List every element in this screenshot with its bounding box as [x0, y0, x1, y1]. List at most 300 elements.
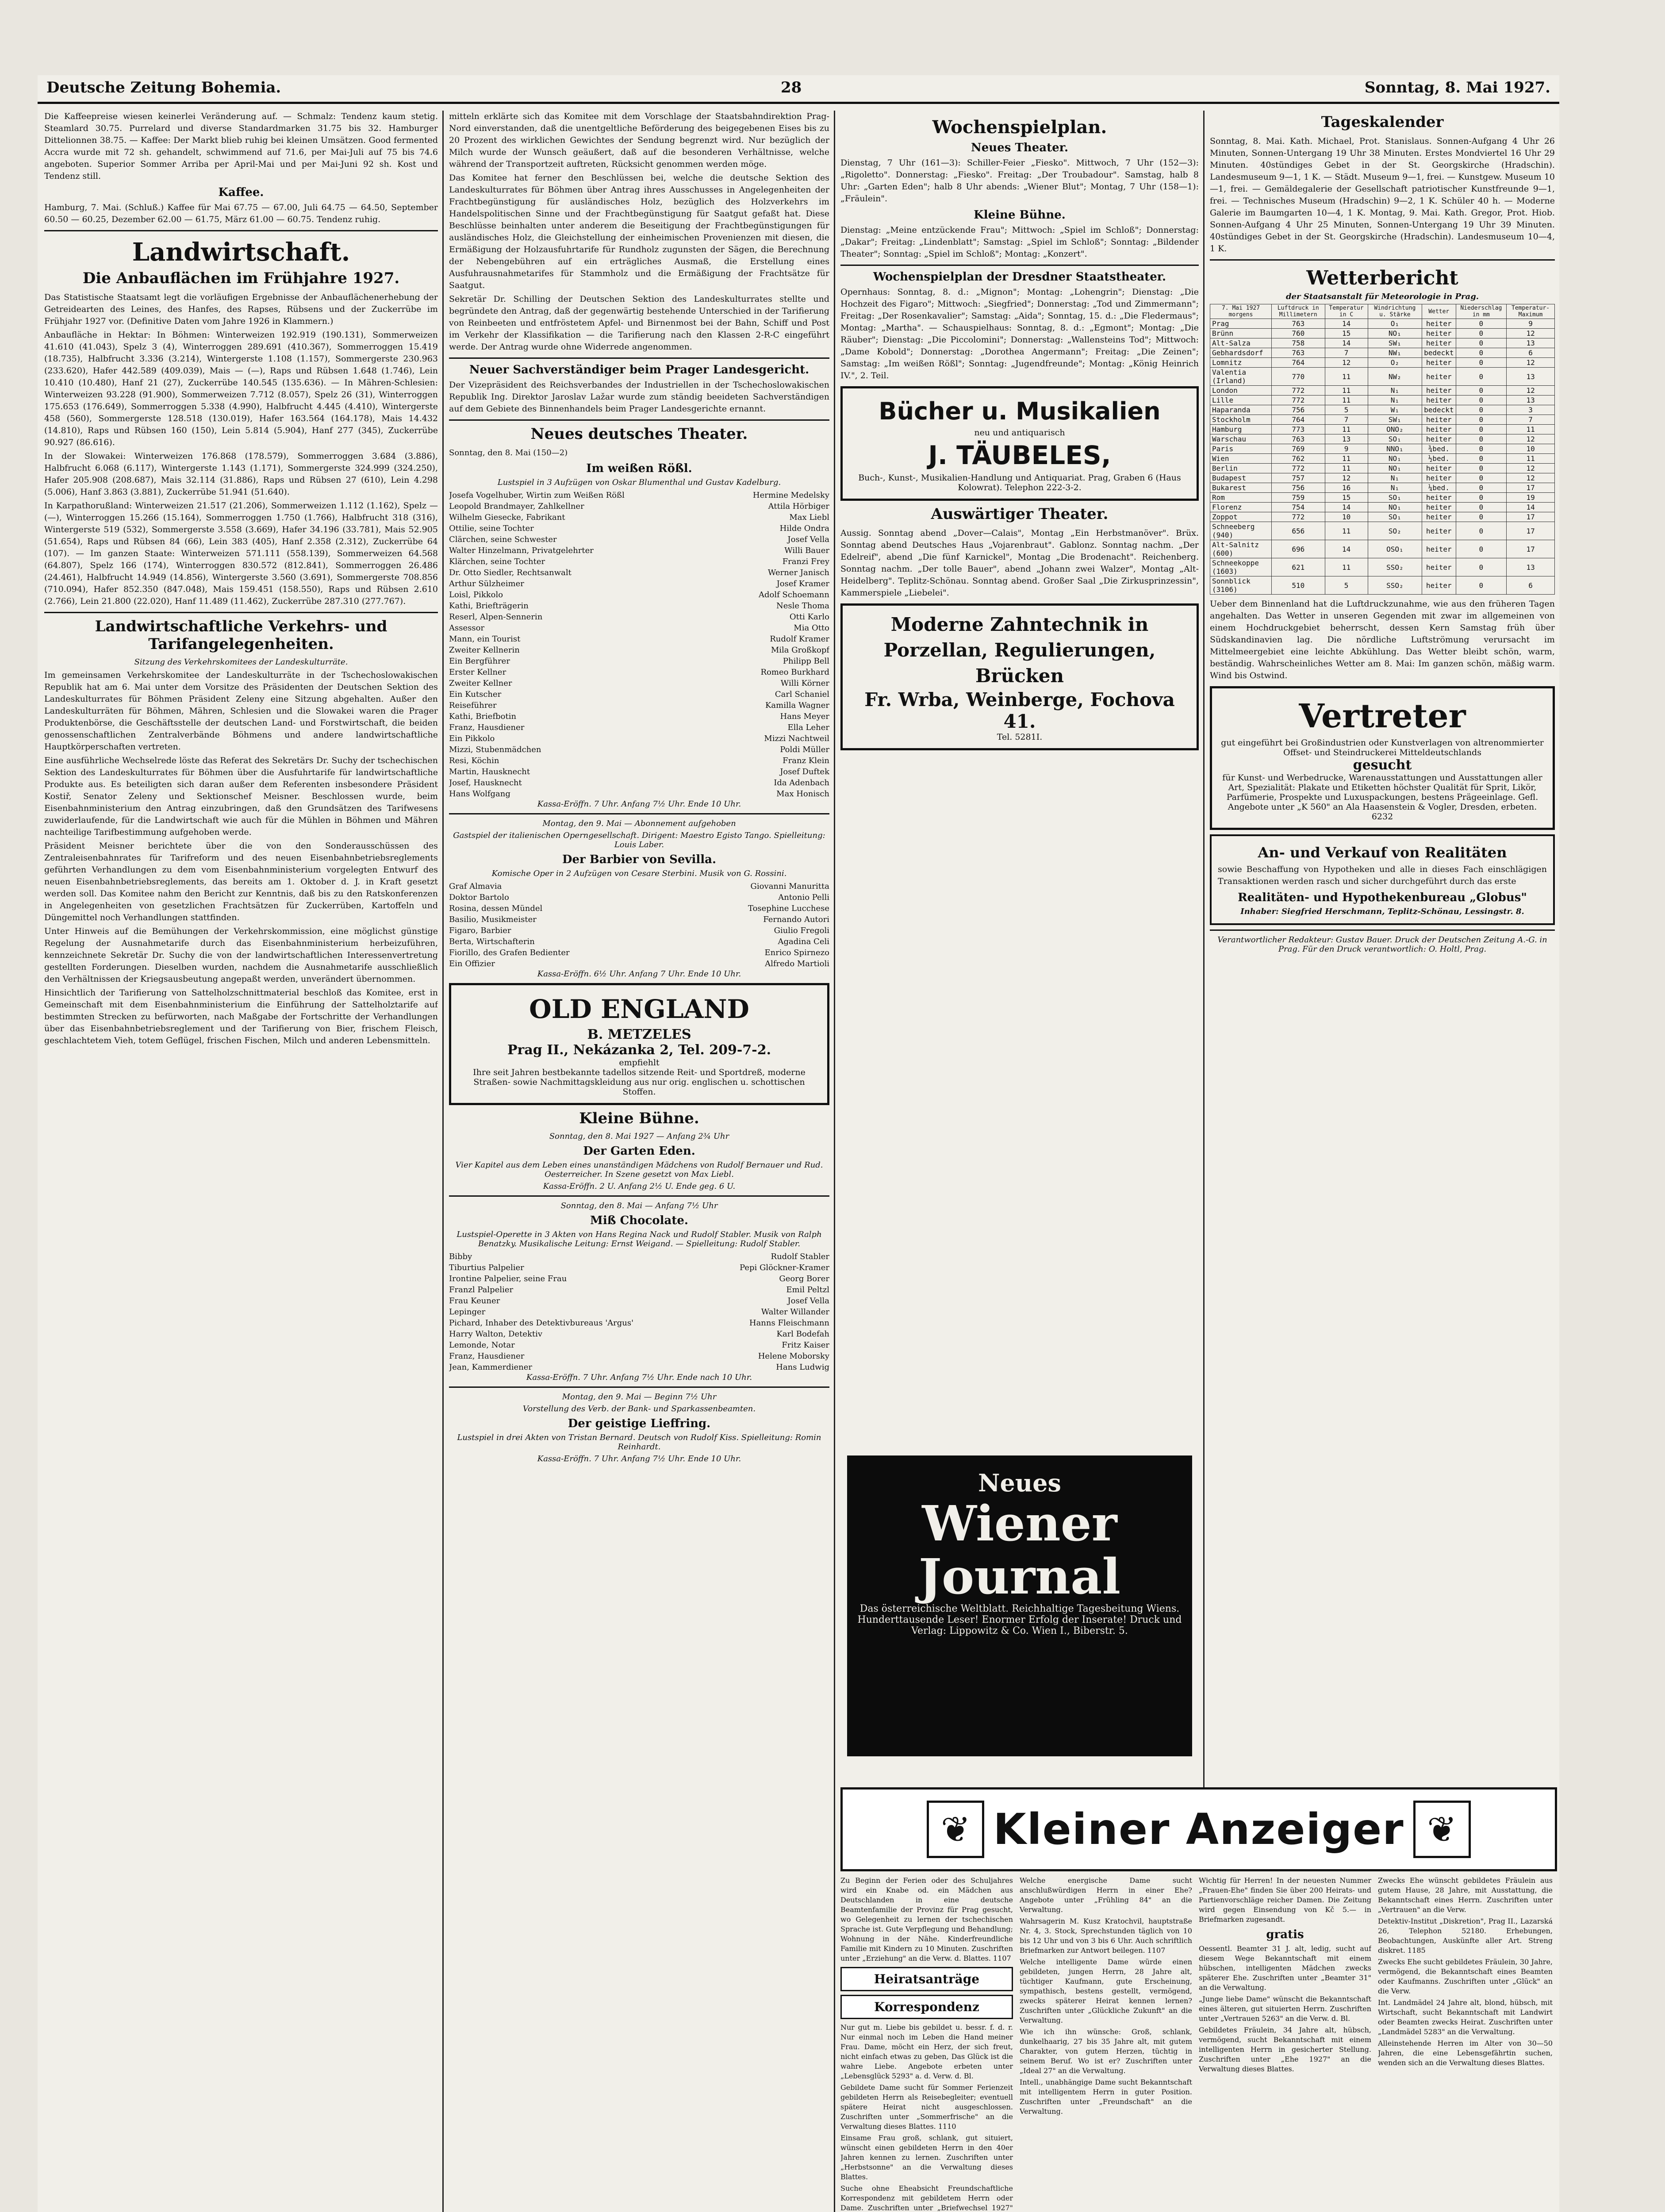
ka-ad: Oessentl. Beamter 31 J. alt, ledig, sucht auf diesem Wege Bekanntschaft mit einem hübschen, intelligenten Mädchen zwecks späterer Ehe. Zuschriften unter „Beamter 31" an die Verwaltung. [1199, 1944, 1371, 1992]
role: Wilhelm Giesecke, Fabrikant [449, 513, 565, 522]
article-subtitle: Sitzung des Verkehrskomitees der Landeskulturräte. [134, 657, 348, 667]
weather-cell: heiter [1422, 434, 1456, 444]
cast-row [449, 490, 829, 501]
weather-cell: 772 [1272, 512, 1325, 522]
actor: Willi Körner [780, 679, 829, 688]
role: Graf Almavia [449, 882, 502, 891]
weather-cell: 14 [1325, 319, 1368, 329]
weather-cell: 0 [1456, 329, 1507, 338]
weather-cell: Paris [1210, 444, 1272, 454]
actor: Mila Großkopf [771, 645, 829, 655]
kb-schedule: Dienstag: „Meine entzückende Frau"; Mittwoch: „Spiel im Schloß"; Donnerstag: „Dakar"; Freitag: „Lindenblatt"; Samstag: „Spiel im Schloß"; Sonntag: „Bildender Theater"; Sonntag: „Spiel im Schloß"; Montag: „Konzert". [840, 225, 1199, 259]
weather-cell: 0 [1456, 522, 1507, 540]
cast-row [449, 925, 829, 936]
wetterbericht-title: Wetterbericht [1306, 267, 1458, 289]
books-sub: neu und antiquarisch [974, 428, 1065, 438]
weather-cell: heiter [1422, 522, 1456, 540]
role: Assessor [449, 623, 485, 633]
play-info: Lustspiel in 3 Aufzügen von Oskar Blumenthal und Gustav Kadelburg. [497, 478, 781, 487]
article-paragraph: Eine ausführliche Wechselrede löste das Referat des Sekretärs Dr. Suchy der tschechischen Sektion des Landeskulturrates für Böhmen über die Ausfuhrtarife für landwirtschaftliche Produkte aus. Es beteiligten sich daran außer dem Referenten insbesondere Präsident Kostiř, Senator Zeleny und Sektionschef Meisner. Beschlossen wurde, beim Eisenbahnministerium den Antrag einzubringen, daß den Grundsätzen des Tarifwesens zuwiderlaufende, für die Landwirtschaft wie auch für die Mühlen in Böhmen und Mähren nachteilige Tarifbestimmung aufgehoben werde. [44, 756, 438, 837]
actor: Agadina Celi [778, 937, 829, 946]
cast-row [449, 656, 829, 667]
column-3 [840, 111, 1199, 1438]
weather-cell: heiter [1422, 358, 1456, 368]
actor: Rudolf Stabler [771, 1252, 829, 1261]
weather-cell: Schneeberg (940) [1210, 522, 1272, 540]
weather-cell: 0 [1456, 396, 1507, 405]
weather-cell: 17 [1507, 483, 1555, 493]
coffee-heading: Kaffee. [218, 186, 264, 199]
weather-cell: 12 [1507, 358, 1555, 368]
role: Irontine Palpelier, seine Frau [449, 1274, 567, 1283]
cast-row [449, 1340, 829, 1351]
play-title: Der Garten Eden. [583, 1144, 695, 1158]
weather-cell: SSO₂ [1368, 558, 1422, 576]
weather-cell: Berlin [1210, 464, 1272, 473]
weather-cell: 0 [1456, 415, 1507, 425]
play-info: Vier Kapitel aus dem Leben eines unanständigen Mädchens von Rudolf Bernauer und Rud. Oesterreicher. In Szene gesetzt von Max Liebl. [455, 1160, 823, 1179]
weather-cell: 0 [1456, 558, 1507, 576]
actor: Werner Janisch [767, 568, 829, 577]
cast-row [449, 1329, 829, 1340]
journal-title: Wiener Journal [918, 1495, 1121, 1605]
weather-cell: Stockholm [1210, 415, 1272, 425]
role: Erster Kellner [449, 668, 506, 677]
weather-cell: 12 [1507, 386, 1555, 396]
actor: Nesle Thoma [776, 601, 829, 611]
column-1 [44, 111, 438, 2212]
play-title: Im weißen Rößl. [586, 462, 692, 475]
divider [449, 813, 829, 814]
journal-neues: Neues [978, 1469, 1061, 1497]
weather-cell: 17 [1507, 540, 1555, 558]
weather-cell: 754 [1272, 503, 1325, 512]
real-firm: Realitäten- und Hypothekenbureau „Globus" [1238, 891, 1527, 904]
weather-cell: 15 [1325, 329, 1368, 338]
cast-row [449, 1284, 829, 1295]
actor: Otti Karlo [789, 612, 829, 622]
actor: Carl Schaniel [775, 690, 829, 699]
col-header: Luftdruck in Millimetern [1272, 304, 1325, 319]
article-paragraph: Hinsichtlich der Tarifierung von Sattelholzschnittmaterial beschloß das Komitee, erst in Gemeinschaft mit dem Eisenbahnministerium die Einführung der Sattelholztarife auf bestimmten Strecken zu befürworten, nach Maßgabe der Fortschritte der Verhandlungen über das Eisenbahnbetriebsreglement und der Tarifierung von Bier, frischem Fleisch, geschlachtetem Vieh, totem Geflügel, frischen Fischen, Milch und anderen Lebensmitteln. [44, 988, 438, 1045]
weather-row [1210, 329, 1555, 338]
article-paragraph: Sekretär Dr. Schilling der Deutschen Sektion des Landeskulturrates stellte und begründete den Antrag, daß der gegenwärtig bestehende Unterschied in der Tarifierung von Reinbeeten und entfröstetem Apfel- und Birnenmost bei der Bahn, Schiff und Post im Verkehr der Klassifikation — die Tarifierung nach den Klassen 2-R-C eingeführt werde. Der Antrag wurde ohne Widerrede angenommen. [449, 294, 829, 352]
role: Doktor Bartolo [449, 893, 509, 902]
role: Mann, ein Tourist [449, 634, 521, 644]
role: Figaro, Barbier [449, 926, 511, 935]
actor: Romeo Burkhard [760, 668, 829, 677]
role: Resi, Köchin [449, 756, 499, 765]
kleine-buehne-title: Kleine Bühne. [579, 1110, 699, 1127]
actor: Tosephine Lucchese [748, 904, 829, 913]
actor: Poldi Müller [780, 745, 829, 754]
role: Fiorillo, des Grafen Bedienter [449, 948, 570, 957]
weather-cell: N₁ [1368, 396, 1422, 405]
cast-row [449, 556, 829, 567]
col-header: Windrichtung u. Stärke [1368, 304, 1422, 319]
weather-cell: 756 [1272, 405, 1325, 415]
weather-row [1210, 405, 1555, 415]
actor: Attila Hörbiger [768, 502, 829, 511]
divider [44, 230, 438, 231]
weather-cell: Haparanda [1210, 405, 1272, 415]
cast-row [449, 958, 829, 969]
dresden-schedule: Opernhaus: Sonntag, 8. d.: „Mignon"; Montag: „Lohengrin"; Dienstag: „Die Hochzeit des Figaro"; Mittwoch: „Siegfried"; Donnerstag: „Tod und Zimmermann"; Freitag: „Der Rosenkavalier"; Samstag: „Aida"; Sonntag, 15. d.: „Die Fledermaus"; Montag: „Martha". — Schauspielhaus: Sonntag, 8. d.: „Egmont"; Montag: „Die Räuber"; Dienstag: „Die Piccolomini"; Donnerstag: „Wallensteins Tod"; Mittwoch: „Dame Kobold"; Donnerstag: „Dorothea Angermann"; Freitag: „Die Zeinen"; Samstag: „Im weißen Rößl"; Sonntag: „Jugendfreunde"; Montag: „König Heinrich IV.", 2. Teil. [840, 287, 1199, 380]
role: Jean, Kammerdiener [449, 1363, 532, 1372]
weather-cell: 764 [1272, 358, 1325, 368]
wetterbericht-subtitle: der Staatsanstalt für Meteorologie in Prag. [1285, 292, 1479, 301]
cast-row [449, 733, 829, 744]
newspaper-page [38, 75, 1559, 2212]
weather-cell: Alt-Salnitz (600) [1210, 540, 1272, 558]
role: Clärchen, seine Schwester [449, 535, 557, 544]
vertreter-text: gut eingeführt bei Großindustrien oder Kunstverlagen von altrenommierter Offset- und Steindruckerei Mitteldeutschlands [1221, 738, 1544, 757]
actor: Ella Leher [787, 723, 829, 732]
weather-cell: Florenz [1210, 503, 1272, 512]
cast-row [449, 645, 829, 656]
weather-cell: 9 [1325, 444, 1368, 454]
weather-cell: 763 [1272, 434, 1325, 444]
weather-cell: O₂ [1368, 358, 1422, 368]
hamburg-text: Hamburg, 7. Mai. (Schluß.) Kaffee für Mai 67.75 — 67.00, Juli 64.75 — 64.50, September 60.50 — 60.25, Dezember 62.00 — 61.75, März 61.00 — 60.75. Tendenz ruhig. [44, 203, 438, 224]
weather-cell: heiter [1422, 386, 1456, 396]
actor: Mia Otto [794, 623, 829, 633]
weather-text: Ueber dem Binnenland hat die Luftdruckzunahme, wie aus den früheren Tagen angehalten. Das Wetter in unseren Gegenden mit zwar im allgemeinen von einem Hochdruckgebiet beherrscht, dessen Kern Samstag früh über Südskandinavien lag. Die nördliche Luftströmung verursacht im Mittelmeergebiet eine leichte Abkühlung. Das Wetter bleibt schön, warm, beständig. Wahrscheinliches Wetter am 8. Mai: Im ganzen schön, mäßig warm. Wind bis Ostwind. [1210, 599, 1555, 680]
weather-cell: 13 [1507, 396, 1555, 405]
kb-date: Montag, den 9. Mai — Beginn 7½ Uhr [562, 1392, 717, 1402]
weather-cell: 19 [1507, 493, 1555, 503]
ka-ad: Suche ohne Eheabsicht Freundschaftliche Korrespondenz mit gebildetem Herrn oder Dame. Zuschriften unter „Briefwechsel 1927" [840, 2184, 1013, 2212]
weather-cell: 5 [1325, 576, 1368, 595]
weather-cell: heiter [1422, 512, 1456, 522]
weather-cell: 11 [1325, 464, 1368, 473]
ka-heading-korrespondenz: Korrespondenz [840, 1995, 1013, 2019]
role: Kathi, Briefträgerin [449, 601, 529, 611]
article-paragraph: Das Komitee hat ferner den Beschlüssen bei, welche die deutsche Sektion des Landeskulturrates für Böhmen über Antrag ihres Ausschusses in Angelegenheiten der Frachtbegünstigung für ausländisches Holz, bezüglich des Holzverkehrs im Handelspolitischen Sinne und der Frachtbegünstigung für Saatgut gefaßt hat. Diese Beschlüsse beinhalten unter anderem die Beseitigung der Frachtbegünstigungen für ausländisches Holz, die Gleichstellung der einheimischen Provenienzen mit diesen, die Ermäßigung der Holzausfuhrtarife für Rundholz zugunsten der Sägen, die Berechnung der Nebengebühren auf ein erträgliches Ausmaß, die Erstellung eines Ausfuhrausnahmetarifes für Stammholz und die Ermäßigung der Frachtsätze für Saatgut. [449, 173, 829, 290]
books-address: Buch-, Kunst-, Musikalien-Handlung und Antiquariat. Prag, Graben 6 (Haus Kolowrat). Telephon 222-3-2. [858, 473, 1181, 492]
weather-cell: SO₁ [1368, 512, 1422, 522]
weather-cell: 7 [1325, 348, 1368, 358]
cast-row [449, 534, 829, 545]
actor: Fritz Kaiser [782, 1340, 829, 1350]
weather-cell: heiter [1422, 338, 1456, 348]
cast-row [449, 1295, 829, 1306]
divider [1210, 929, 1555, 931]
weather-cell: heiter [1422, 473, 1456, 483]
weather-cell: 17 [1507, 512, 1555, 522]
column-rule [1203, 111, 1205, 1809]
actor: Hans Meyer [780, 712, 829, 721]
divider [449, 1195, 829, 1197]
cast-row [449, 1317, 829, 1329]
weather-cell: Budapest [1210, 473, 1272, 483]
cast-list [449, 490, 829, 799]
actor: Hermine Medelsky [752, 491, 829, 500]
weather-cell: 760 [1272, 329, 1325, 338]
actor: Antonio Pelli [778, 893, 829, 902]
weather-cell: ½bed. [1422, 454, 1456, 464]
weather-cell: heiter [1422, 329, 1456, 338]
weather-cell: SO₂ [1368, 522, 1422, 540]
weather-cell: Alt-Salza [1210, 338, 1272, 348]
weather-cell: SSO₂ [1368, 576, 1422, 595]
weather-cell: 759 [1272, 493, 1325, 503]
page-number: 28 [781, 79, 802, 96]
role: Ottilie, seine Tochter [449, 524, 534, 533]
weather-cell: OSO₁ [1368, 540, 1422, 558]
cast-row [449, 589, 829, 600]
page-header [38, 75, 1559, 104]
actor: Josef Vella [787, 1296, 829, 1306]
weather-cell: N₁ [1368, 483, 1422, 493]
weather-row [1210, 558, 1555, 576]
weather-row [1210, 425, 1555, 434]
dresden-heading: Wochenspielplan der Dresdner Staatstheater. [873, 270, 1166, 284]
role: Kathi, Briefbotin [449, 712, 517, 721]
article-paragraph: Das Statistische Staatsamt legt die vorläufigen Ergebnisse der Anbauflächenerhebung der Getreidearten des Leines, des Hanfes, des Rapses, Rübsens und der Zuckerrübe im Frühjahr 1927 vor. (Definitive Daten vom Jahre 1926 in Klammern.) [44, 292, 438, 326]
weather-cell: heiter [1422, 576, 1456, 595]
divider [449, 357, 829, 359]
column-rule [442, 111, 444, 2212]
weather-cell: heiter [1422, 558, 1456, 576]
monday-info: Gastspiel der italienischen Operngesellschaft. Dirigent: Maestro Egisto Tango. Spielleitung: Louis Laber. [453, 831, 825, 849]
cast-row [449, 501, 829, 512]
ka-ad: Welche energische Dame sucht anschlußwürdigen Herrn in einer Ehe? Angebote unter „Frühling 84" an die Verwaltung. [1020, 1876, 1192, 1914]
cast-row [449, 578, 829, 589]
cast-row [449, 622, 829, 634]
weather-cell: 0 [1456, 503, 1507, 512]
article-paragraph: mitteln erklärte sich das Komitee mit dem Vorschlage der Staatsbahndirektion Prag-Nord einverstanden, daß die unentgeltliche Beförderung des beigegebenen Eises bis zu 20 Prozent des wirklichen Gewichtes der Sendung begrenzt wird. Nur bezüglich der Milch wurde der Wunsch geäußert, daß auf die besonderen Verhältnisse, welche während der Transportzeit auftreten, Rücksicht genommen werden möge. [449, 111, 829, 169]
weather-row [1210, 576, 1555, 595]
kb-note: Vorstellung des Verb. der Bank- und Sparkassenbeamten. [522, 1404, 756, 1413]
weather-cell: SW₁ [1368, 415, 1422, 425]
weather-cell: 510 [1272, 576, 1325, 595]
cast-row [449, 567, 829, 578]
weather-cell: 0 [1456, 358, 1507, 368]
article-title-anbauflaechen: Die Anbauflächen im Frühjahre 1927. [82, 269, 400, 287]
cast-row [449, 914, 829, 925]
cast-row [449, 1351, 829, 1362]
weather-cell: Sonnblick (3106) [1210, 576, 1272, 595]
weather-cell: Lille [1210, 396, 1272, 405]
kb-heading: Kleine Bühne. [974, 208, 1066, 222]
cast-row [449, 634, 829, 645]
cast-row [449, 788, 829, 799]
weather-body [1210, 319, 1555, 522]
role: Ein Bergführer [449, 657, 510, 666]
old-england-ad [449, 983, 829, 1105]
ad-address: Prag II., Nekázanka 2, Tel. 209-7-2. [507, 1042, 771, 1058]
role: Basilio, Musikmeister [449, 915, 537, 924]
weather-cell: 9 [1507, 319, 1555, 329]
weather-cell: 11 [1507, 425, 1555, 434]
ka-ad: Detektiv-Institut „Diskretion", Prag II., Lazarská 26, Telephon 52180. Erhebungen, Beobachtungen, Auskünfte aller Art. Streng diskret. 1185 [1378, 1917, 1553, 1955]
actor: Hans Ludwig [776, 1363, 829, 1372]
weather-cell: 6 [1507, 576, 1555, 595]
weather-cell: 14 [1325, 338, 1368, 348]
weather-table [1210, 304, 1555, 595]
dentist-phone: Tel. 5281I. [997, 732, 1043, 742]
cast-row [449, 1273, 829, 1284]
weather-cell: 11 [1325, 396, 1368, 405]
weather-row [1210, 358, 1555, 368]
weather-cell: Valentia (Irland) [1210, 368, 1272, 386]
theatre-date: Sonntag, den 8. Mai (150—2) [449, 448, 568, 457]
weather-cell: 14 [1325, 540, 1368, 558]
article-paragraph: Präsident Meisner berichtete über die von den Sonderausschüssen des Zentraleisenbahnrates für Tarifreform und des neuen Eisenbahnbetriebsreglements geführten Verhandlungen zu dem vom Eisenbahnministerium vorgelegten Entwurf des neuen Eisenbahnbetriebsreglements, das bereits am 1. Oktober d. J. in Kraft gesetzt werden soll. Das Komitee nahm den Bericht zur Kenntnis, daß bis zu den Ratskonferenzen in Angelegenheiten von gesetzlichen Frachtsätzen für Zuckerrüben, Kartoffeln und Düngemittel noch Verhandlungen stattfinden. [44, 841, 438, 922]
real-text: sowie Beschaffung von Hypotheken und alle in dieses Fach einschlägigen Transaktionen werden rasch und sicher durchgeführt durch das erste [1218, 864, 1547, 886]
weather-cell: heiter [1422, 503, 1456, 512]
weather-cell: heiter [1422, 415, 1456, 425]
nt-heading: Neues Theater. [971, 141, 1068, 154]
actor: Max Liebl [789, 513, 829, 522]
wochenspielplan-title: Wochenspielplan. [932, 117, 1107, 138]
weather-cell: 772 [1272, 396, 1325, 405]
weather-cell: 763 [1272, 319, 1325, 329]
ka-ad: Welche intelligente Dame würde einen gebildeten, jungen Herrn, 28 Jahre alt, tüchtiger Kaufmann, gute Erscheinung, sympathisch, bestens gestellt, vermögend, zwecks späterer Heirat kennen lernen? Zuschriften unter „Glückliche Zukunft" an die Verwaltung. [1020, 1958, 1192, 2024]
weather-row [1210, 368, 1555, 386]
weather-cell: 15 [1325, 493, 1368, 503]
weather-cell: 12 [1507, 434, 1555, 444]
notice-title: Neuer Sachverständiger beim Prager Landesgericht. [469, 363, 809, 376]
column-4 [1210, 111, 1555, 1774]
weather-cell: Hamburg [1210, 425, 1272, 434]
issue-date: Sonntag, 8. Mai 1927. [1364, 79, 1550, 96]
weather-cell: 12 [1507, 473, 1555, 483]
play-info: Lustspiel-Operette in 3 Akten von Hans Regina Nack und Rudolf Stabler. Musik von Ralph Benatzky. Musikalische Leitung: Ernst Weigand. — Spielleitung: Rudolf Stabler. [457, 1230, 822, 1248]
actor: Karl Bodefah [776, 1329, 829, 1339]
weather-cell: 0 [1456, 319, 1507, 329]
ka-ad: Wahrsagerin M. Kusz Kratochvil, hauptstraße Nr. 4, 3. Stock, Sprechstunden täglich von 10 bis 12 Uhr und von 3 bis 6 Uhr. Auch schriftlich Briefmarken zur Antwort beilegen. 1107 [1020, 1917, 1192, 1955]
weather-cell: 757 [1272, 473, 1325, 483]
auswaertig-title: Auswärtiger Theater. [931, 505, 1109, 523]
ka-ad: Wichtig für Herren! In der neuesten Nummer „Frauen-Ehe" finden Sie über 200 Heirats- und Partienvorschläge reicher Damen. Die Zeitung wird gegen Einsendung von Kč 5.— in Briefmarken zugesandt. [1199, 1876, 1371, 1924]
weather-cell: 0 [1456, 338, 1507, 348]
weather-row [1210, 386, 1555, 396]
actor: Hanns Fleischmann [749, 1318, 829, 1328]
cast-row [449, 722, 829, 733]
weather-cell: heiter [1422, 319, 1456, 329]
ka-gratis: gratis [1266, 1928, 1304, 1941]
col-header: Temperatur in C [1325, 304, 1368, 319]
weather-cell: 0 [1456, 348, 1507, 358]
actor: Walter Willander [761, 1307, 829, 1317]
section-title-landwirtschaft: Landwirtschaft. [132, 238, 350, 267]
ka-ad: Zu Beginn der Ferien oder des Schuljahres wird ein Knabe od. ein Mädchen aus Deutschlanden in eine deutsche Beamtenfamilie der Provinz für Prag gesucht, wo Gelegenheit zu lernen der tschechischen Sprache ist. Gute Verpflegung und Behandlung; Wohnung in der Nähe. Kinderfreundliche Familie mit Kindern zu 10 Minuten. Zuschriften unter „Erziehung" an die Verw. d. Blattes. 1107 [840, 1876, 1013, 1962]
weather-cell: 7 [1325, 415, 1368, 425]
weather-cell: N₁ [1368, 386, 1422, 396]
weather-cell: 0 [1456, 576, 1507, 595]
role: Frau Keuner [449, 1296, 500, 1306]
col-header: Temperatur-Maximum [1507, 304, 1555, 319]
play-times: Kassa-Eröffn. 7 Uhr. Anfang 7½ Uhr. Ende nach 10 Uhr. [526, 1373, 752, 1382]
weather-cell: Lomnitz [1210, 358, 1272, 368]
weather-cell: bedeckt [1422, 348, 1456, 358]
role: Pichard, Inhaber des Detektivbureaus 'Argus' [449, 1318, 634, 1328]
role: Bibby [449, 1252, 472, 1261]
weather-cell: 13 [1507, 338, 1555, 348]
play-times: Kassa-Eröffn. 2 U. Anfang 2½ U. Ende geg. 6 U. [543, 1182, 736, 1191]
column-rule [834, 111, 835, 2212]
actor: Max Honisch [776, 789, 829, 799]
article-paragraph: In Karpathorußland: Winterweizen 21.517 (21.206), Sommerweizen 1.112 (1.162), Spelz — (—), Winterroggen 15.266 (15.164), Sommerroggen 1.750 (1.766), Halbfrucht 318 (316), Wintergerste 519 (532), Sommergerste 3.558 (3.669), Hafer 34.196 (33.781), Mais 52.905 (51.654), Raps und Rübsen 84 (66), Lein 383 (405), Hanf 2.358 (2.312), Zuckerrübe 64 (107). — Im ganzen Staate: Winterweizen 571.111 (558.139), Sommerweizen 64.568 (64.807), Spelz 166 (174), Winterroggen 830.572 (812.841), Sommerroggen 26.486 (24.461), Halbfrucht 14.949 (14.856), Wintergerste 3.560 (3.691), Sommergerste 708.856 (710.094), Hafer 852.350 (847.048), Mais 159.451 (158.550), Raps und Rübsen 2.610 (2.766), Lein 21.800 (22.020), Hanf 11.489 (11.462), Zuckerrübe 287.310 (277.767). [44, 501, 438, 606]
cast-row [449, 667, 829, 678]
weather-cell: London [1210, 386, 1272, 396]
imprint: Verantwortlicher Redakteur: Gustav Bauer. Druck der Deutschen Zeitung A.-G. in Prag. Für den Druck verantwortlich: O. Holtl, Prag. [1217, 935, 1547, 954]
masthead: Deutsche Zeitung Bohemia. [46, 79, 281, 96]
journal-text: Das österreichische Weltblatt. Reichhaltige Tagesbeitung Wiens. Hunderttausende Leser! Enormer Erfolg der Inserate! Druck und Verlag: Lippowitz & Co. Wien I., Biberstr. 5. [857, 1603, 1182, 1636]
ka-ad: Int. Landmädel 24 Jahre alt, blond, hübsch, mit Wirtschaft, sucht Bekanntschaft mit Landwirt oder Beamten zwecks Heirat. Zuschriften unter „Landmädel 5283" an die Verwaltung. [1378, 1998, 1553, 2036]
weather-cell: 14 [1507, 503, 1555, 512]
role: Berta, Wirtschafterin [449, 937, 535, 946]
ka-ad: Nur gut m. Liebe bis gebildet u. bessr. f. d. r. Nur einmal noch im Leben die Hand meiner Frau. Dame, möcht ein Herz, der sich freut, nicht einfach etwas zu geben, Das Glück ist die wahre Liebe. Angebote erbeten unter „Lebensglück 5293" a. d. Verw. d. Bl. [840, 2023, 1013, 2080]
actor: Georg Borer [779, 1274, 829, 1283]
role: Rosina, dessen Mündel [449, 904, 543, 913]
weather-cell: 12 [1507, 464, 1555, 473]
weather-cell: heiter [1422, 464, 1456, 473]
play-title: Der geistige Lieffring. [568, 1417, 711, 1430]
weather-cell: 656 [1272, 522, 1325, 540]
weather-cell: SO₁ [1368, 434, 1422, 444]
actor: Mizzi Nachtweil [764, 734, 829, 743]
play-info: Lustspiel in drei Akten von Tristan Bernard. Deutsch von Rudolf Kiss. Spielleitung: Romin Reinhardt. [457, 1433, 821, 1452]
vertreter-title: Vertreter [1299, 697, 1466, 735]
cast-row [449, 700, 829, 711]
weather-cell: 769 [1272, 444, 1325, 454]
weather-cell: 756 [1272, 483, 1325, 493]
weather-cell: N₁ [1368, 473, 1422, 483]
play-title: Der Barbier von Sevilla. [562, 853, 717, 866]
weather-row [1210, 473, 1555, 483]
tageskalender-title: Tageskalender [1321, 113, 1444, 131]
cast-row [449, 892, 829, 903]
weather-cell: 0 [1456, 483, 1507, 493]
divider [449, 1386, 829, 1388]
play-info: Komische Oper in 2 Aufzügen von Cesare Sterbini. Musik von G. Rossini. [491, 869, 787, 878]
role: Arthur Sülzheimer [449, 579, 524, 588]
weather-cell: 6 [1507, 348, 1555, 358]
cast-row [449, 611, 829, 622]
play-title: Miß Chocolate. [590, 1214, 688, 1227]
actor: Helene Moborsky [758, 1352, 829, 1361]
real-title: An- und Verkauf von Realitäten [1258, 844, 1507, 861]
weather-cell: 11 [1325, 454, 1368, 464]
kb-date: Sonntag, den 8. Mai — Anfang 7½ Uhr [560, 1201, 718, 1210]
ornament-icon: ❦ [1413, 1801, 1471, 1858]
weather-cell: NW₂ [1368, 368, 1422, 386]
weather-cell: NO₁ [1368, 464, 1422, 473]
weather-row [1210, 493, 1555, 503]
role: Mizzi, Stubenmädchen [449, 745, 541, 754]
theatre-title: Neues deutsches Theater. [530, 425, 748, 443]
weather-cell: NW₁ [1368, 348, 1422, 358]
role: Josef, Hausknecht [449, 778, 522, 787]
auswaertig-text: Aussig. Sonntag abend „Dover—Calais", Montag „Ein Herbstmanöver". Brüx. Sonntag abend Deutsches Haus „Vojarenbraut". Gablonz. Sonntag nachm. „Der Edelreif", abend „Die fünf Karnickel", Montag „Die Brodenacht". Reichenberg. Sonntag nachm. „Der tolle Bauer", abend „Johann zwei Walzer", Montag „Alt-Heidelberg". Teplitz-Schönau. Sonntag abend. Großer Saal „Die Zirkusprinzessin", Kammerspiele „Liebelei". [840, 528, 1199, 598]
tageskalender-text: Sonntag, 8. Mai. Kath. Michael, Prot. Stanislaus. Sonnen-Aufgang 4 Uhr 26 Minuten, Sonnen-Untergang 19 Uhr 38 Minuten. Erstes Mondviertel 16 Uhr 29 Minuten. 40stündiges Gebet in der St. Georgskirche (Hradschin). Landesmuseum 9—1, 1 K. — Städt. Museum 9—1, frei. — Kunstgew. Museum 10—1, frei. — Gemäldegalerie der Gesellschaft patriotischer Kunstfreunde 9—1, frei. — Technisches Museum (Hradschin) 9—2, 1 K. Schüler 40 h. — Moderne Galerie im Baumgarten 10—4, 1 K. Montag, 9. Mai. Kath. Gregor, Prot. Hiob. Sonnen-Aufgang 4 Uhr 25 Minuten, Sonnen-Untergang 19 Uhr 39 Minuten. 40stündiges Gebet in der St. Georgskirche (Hradschin). Landesmuseum 10—4, 1 K. [1210, 136, 1555, 253]
role: Ein Offizier [449, 959, 495, 968]
role: Lemonde, Notar [449, 1340, 515, 1350]
actor: Giovanni Manuritta [750, 882, 829, 891]
weather-cell: ¼bed. [1422, 483, 1456, 493]
weather-date: 7. Mai 1927 morgens [1210, 304, 1272, 319]
actor: Philipp Bell [783, 657, 829, 666]
ad-name: OLD ENGLAND [529, 994, 749, 1024]
cast-row [449, 1362, 829, 1373]
dentist-text: Moderne Zahntechnik in Porzellan, Regulierungen, Brücken [883, 614, 1156, 687]
role: Hans Wolfgang [449, 789, 510, 799]
cast-row [449, 678, 829, 689]
role: Reiseführer [449, 701, 497, 710]
